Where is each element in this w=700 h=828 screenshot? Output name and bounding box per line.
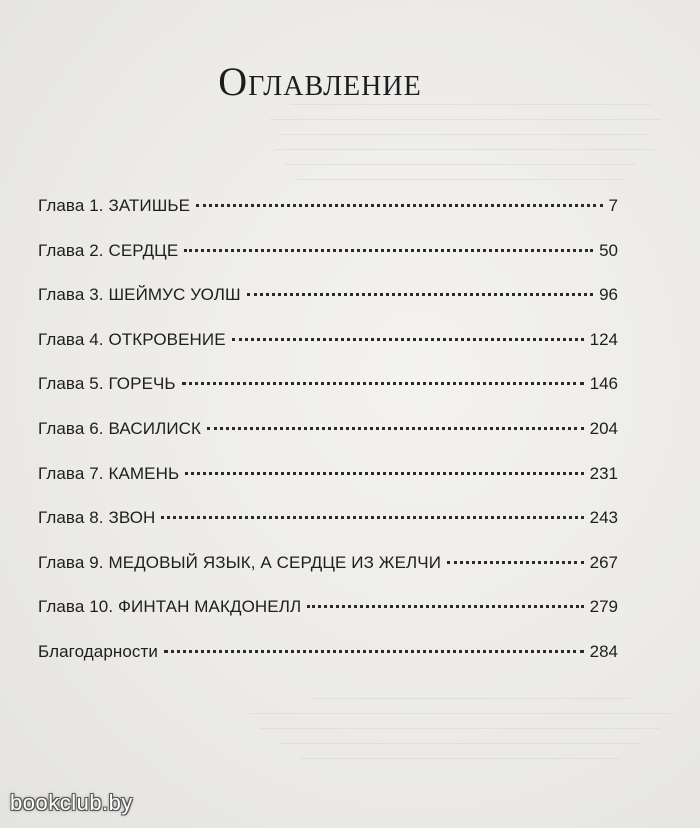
dot-leader bbox=[185, 472, 583, 475]
toc-entry bbox=[38, 464, 618, 509]
toc-entry-label bbox=[38, 196, 190, 216]
page-number: 284 bbox=[589, 641, 618, 661]
dot-leader bbox=[447, 561, 584, 564]
chapter-number: Глава 9. bbox=[38, 552, 104, 572]
page-number: 7 bbox=[608, 196, 618, 215]
dot-leader bbox=[207, 427, 584, 430]
toc-entry bbox=[38, 330, 618, 375]
toc-entry-label bbox=[38, 330, 226, 350]
dot-leader bbox=[307, 605, 583, 608]
chapter-title: Благодарности bbox=[38, 641, 159, 661]
chapter-title: ВАСИЛИСК bbox=[108, 418, 202, 438]
toc-entry-label bbox=[38, 419, 201, 439]
toc-entry bbox=[38, 196, 618, 241]
toc-entry bbox=[38, 597, 618, 642]
chapter-title: ГОРЕЧЬ bbox=[108, 374, 176, 394]
table-of-contents bbox=[38, 196, 618, 687]
watermark: bookclub.by bbox=[10, 790, 133, 815]
chapter-number: Глава 5. bbox=[38, 374, 104, 394]
chapter-number: Глава 7. bbox=[38, 463, 104, 483]
chapter-title: ФИНТАН МАКДОНЕЛЛ bbox=[118, 597, 302, 617]
toc-entry-label bbox=[38, 374, 176, 394]
chapter-number: Глава 3. bbox=[38, 285, 104, 305]
page-number: 204 bbox=[589, 418, 618, 438]
toc-entry-label bbox=[38, 597, 301, 617]
chapter-title: СЕРДЦЕ bbox=[108, 240, 179, 260]
dot-leader bbox=[161, 516, 583, 519]
toc-entry bbox=[38, 285, 618, 330]
chapter-number: Глава 4. bbox=[38, 329, 104, 349]
bleed-through-texture-lower bbox=[250, 690, 700, 800]
toc-entry-label bbox=[38, 508, 155, 528]
toc-entry bbox=[38, 508, 618, 553]
chapter-number: Глава 1. bbox=[38, 196, 104, 215]
dot-leader bbox=[182, 382, 584, 385]
dot-leader bbox=[164, 650, 584, 653]
chapter-title: КАМЕНЬ bbox=[108, 463, 180, 483]
chapter-title: ШЕЙМУС УОЛШ bbox=[108, 285, 241, 305]
toc-entry-label bbox=[38, 241, 178, 261]
toc-entry bbox=[38, 642, 618, 687]
chapter-number: Глава 6. bbox=[38, 418, 104, 438]
chapter-title: ОТКРОВЕНИЕ bbox=[108, 329, 226, 349]
chapter-number: Глава 8. bbox=[38, 508, 104, 528]
page-number: 231 bbox=[589, 463, 618, 483]
page-number: 243 bbox=[589, 508, 618, 528]
toc-entry bbox=[38, 374, 618, 419]
page-number: 96 bbox=[599, 285, 618, 305]
toc-entry bbox=[38, 241, 618, 286]
page-number: 50 bbox=[599, 240, 618, 260]
toc-entry bbox=[38, 553, 618, 598]
chapter-title: ЗАТИШЬЕ bbox=[108, 196, 191, 215]
page-number: 146 bbox=[589, 374, 618, 394]
dot-leader bbox=[184, 249, 593, 252]
dot-leader bbox=[232, 338, 584, 341]
toc-entry-label bbox=[38, 285, 241, 305]
toc-entry bbox=[38, 419, 618, 464]
page-number: 279 bbox=[589, 597, 618, 617]
dot-leader bbox=[196, 204, 602, 207]
chapter-title: ЗВОН bbox=[108, 508, 156, 528]
chapter-title: МЕДОВЫЙ ЯЗЫК, А СЕРДЦЕ ИЗ ЖЕЛЧИ bbox=[108, 552, 442, 572]
chapter-number: Глава 2. bbox=[38, 240, 104, 260]
toc-entry-label bbox=[38, 553, 441, 573]
dot-leader bbox=[247, 293, 593, 296]
page-number: 124 bbox=[589, 329, 618, 349]
toc-entry-label bbox=[38, 642, 158, 662]
page-number: 267 bbox=[589, 552, 618, 572]
chapter-number: Глава 10. bbox=[38, 597, 114, 617]
toc-entry-label bbox=[38, 464, 179, 484]
page-title: Оглавление bbox=[218, 59, 422, 104]
